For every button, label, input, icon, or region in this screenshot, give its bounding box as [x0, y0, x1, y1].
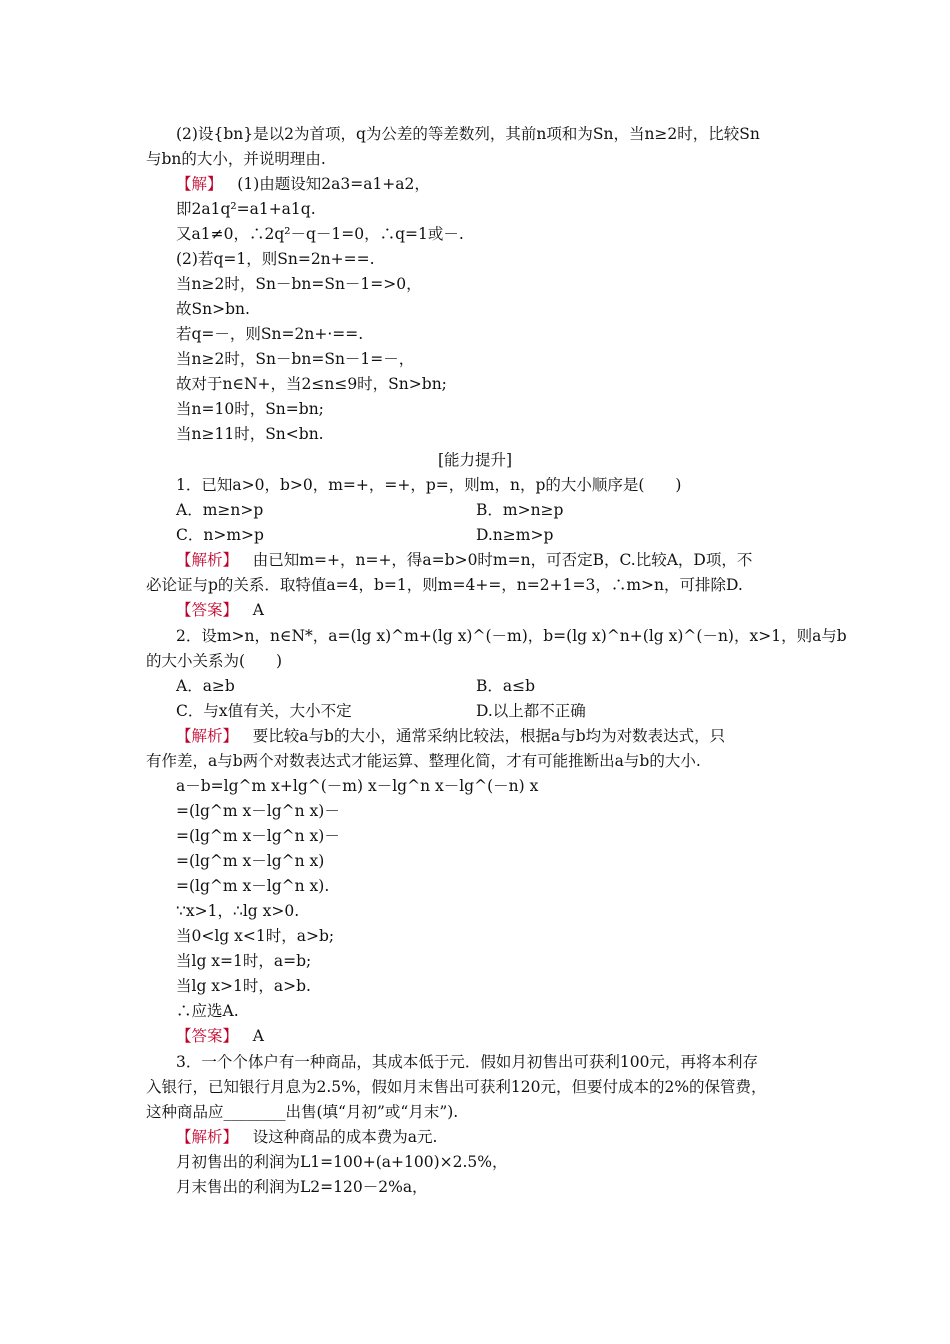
option-d: D.n≥m>p — [476, 526, 554, 544]
answer-value: A — [252, 1027, 264, 1045]
analysis-text: 设这种商品的成本费为a元. — [252, 1128, 438, 1146]
text-line: ∵x>1，∴lg x>0. — [176, 902, 300, 920]
solution-line — [176, 173, 430, 195]
analysis-line — [176, 1126, 437, 1148]
analysis-tag: 【解析】 — [176, 1128, 239, 1146]
solution-tag: 【解】 — [176, 175, 223, 193]
text-line: a－b=lg^m x+lg^(－m) x－lg^n x－lg^(－n) x — [176, 777, 539, 795]
question-1: 1．已知a>0，b>0，m=+，=+，p=，则m，n，p的大小顺序是( ) — [176, 476, 682, 494]
text-line: (2)设{bn}是以2为首项，q为公差的等差数列，其前n项和为Sn，当n≥2时，比较Sn — [176, 125, 760, 143]
option-b: B．a≤b — [476, 677, 536, 695]
text-line: =(lg^m x－lg^n x)－ — [176, 827, 340, 845]
analysis-tag: 【解析】 — [176, 551, 239, 569]
text-line: 必论证与p的关系．取特值a=4，b=1，则m=4+=，n=2+1=3，∴m>n，可排除D. — [146, 576, 743, 594]
text-line: 又a1≠0，∴2q²－q－1=0，∴q=1或－. — [176, 225, 464, 243]
text-line: (2)若q=1，则Sn=2n+==. — [176, 250, 375, 268]
analysis-text: 由已知m=+，n=+，得a=b>0时m=n，可否定B，C.比较A，D项，不 — [252, 551, 753, 569]
question-3: 3．一个个体户有一种商品，其成本低于元．假如月初售出可获利100元，再将本利存 — [176, 1053, 758, 1071]
text-line: 故Sn>bn. — [176, 300, 250, 318]
text-line: 当n=10时，Sn=bn; — [176, 400, 324, 418]
text-line: 当n≥2时，Sn－bn=Sn－1=>0， — [176, 275, 422, 293]
text-line: 当lg x=1时，a=b; — [176, 952, 312, 970]
option-a: A．a≥b — [176, 677, 235, 695]
section-heading: [能力提升] — [437, 451, 513, 469]
option-b: B．m>n≥p — [476, 501, 564, 519]
answer-value: A — [252, 601, 264, 619]
text-line: 故对于n∈N+，当2≤n≤9时，Sn>bn; — [176, 375, 447, 393]
text-line: 这种商品应________出售(填“月初”或“月末”). — [146, 1103, 459, 1121]
text-line: ∴应选A. — [176, 1002, 239, 1020]
text-line: 的大小关系为( ) — [146, 652, 283, 670]
answer-line — [176, 599, 264, 621]
text-line: 与bn的大小，并说明理由. — [146, 150, 326, 168]
text-line: 入银行，已知银行月息为2.5%，假如月末售出可获利120元，但要付成本的2%的保管费， — [146, 1078, 767, 1096]
solution-text: (1)由题设知2a3=a1+a2， — [237, 175, 430, 193]
option-c: C．与x值有关，大小不定 — [176, 702, 352, 720]
option-a: A．m≥n>p — [176, 501, 264, 519]
text-line: =(lg^m x－lg^n x). — [176, 877, 330, 895]
text-line: 月初售出的利润为L1=100+(a+100)×2.5%， — [176, 1153, 508, 1171]
analysis-line — [176, 725, 725, 747]
analysis-text: 要比较a与b的大小，通常采纳比较法，根据a与b均为对数表达式，只 — [252, 727, 726, 745]
answer-tag: 【答案】 — [176, 601, 239, 619]
text-line: 若q=－，则Sn=2n+·==. — [176, 325, 364, 343]
text-line: 当n≥11时，Sn<bn. — [176, 425, 324, 443]
option-c: C．n>m>p — [176, 526, 264, 544]
answer-tag: 【答案】 — [176, 1027, 239, 1045]
text-line: 当0<lg x<1时，a>b; — [176, 927, 335, 945]
answer-line — [176, 1025, 264, 1047]
analysis-line — [176, 549, 752, 571]
text-line: 当lg x>1时，a>b. — [176, 977, 311, 995]
text-line: 月末售出的利润为L2=120－2%a， — [176, 1178, 428, 1196]
option-d: D.以上都不正确 — [476, 702, 586, 720]
text-line: 当n≥2时，Sn－bn=Sn－1=－， — [176, 350, 415, 368]
question-2: 2．设m>n，n∈N*，a=(lg x)^m+(lg x)^(－m)，b=(lg x)^n+(lg x)^(－n)，x>1，则a与b — [176, 627, 847, 645]
text-line: =(lg^m x－lg^n x)－ — [176, 802, 340, 820]
text-line: 有作差，a与b两个对数表达式才能运算、整理化简，才有可能推断出a与b的大小. — [146, 752, 701, 770]
analysis-tag: 【解析】 — [176, 727, 239, 745]
text-line: 即2a1q²=a1+a1q. — [176, 200, 316, 218]
text-line: =(lg^m x－lg^n x) — [176, 852, 325, 870]
